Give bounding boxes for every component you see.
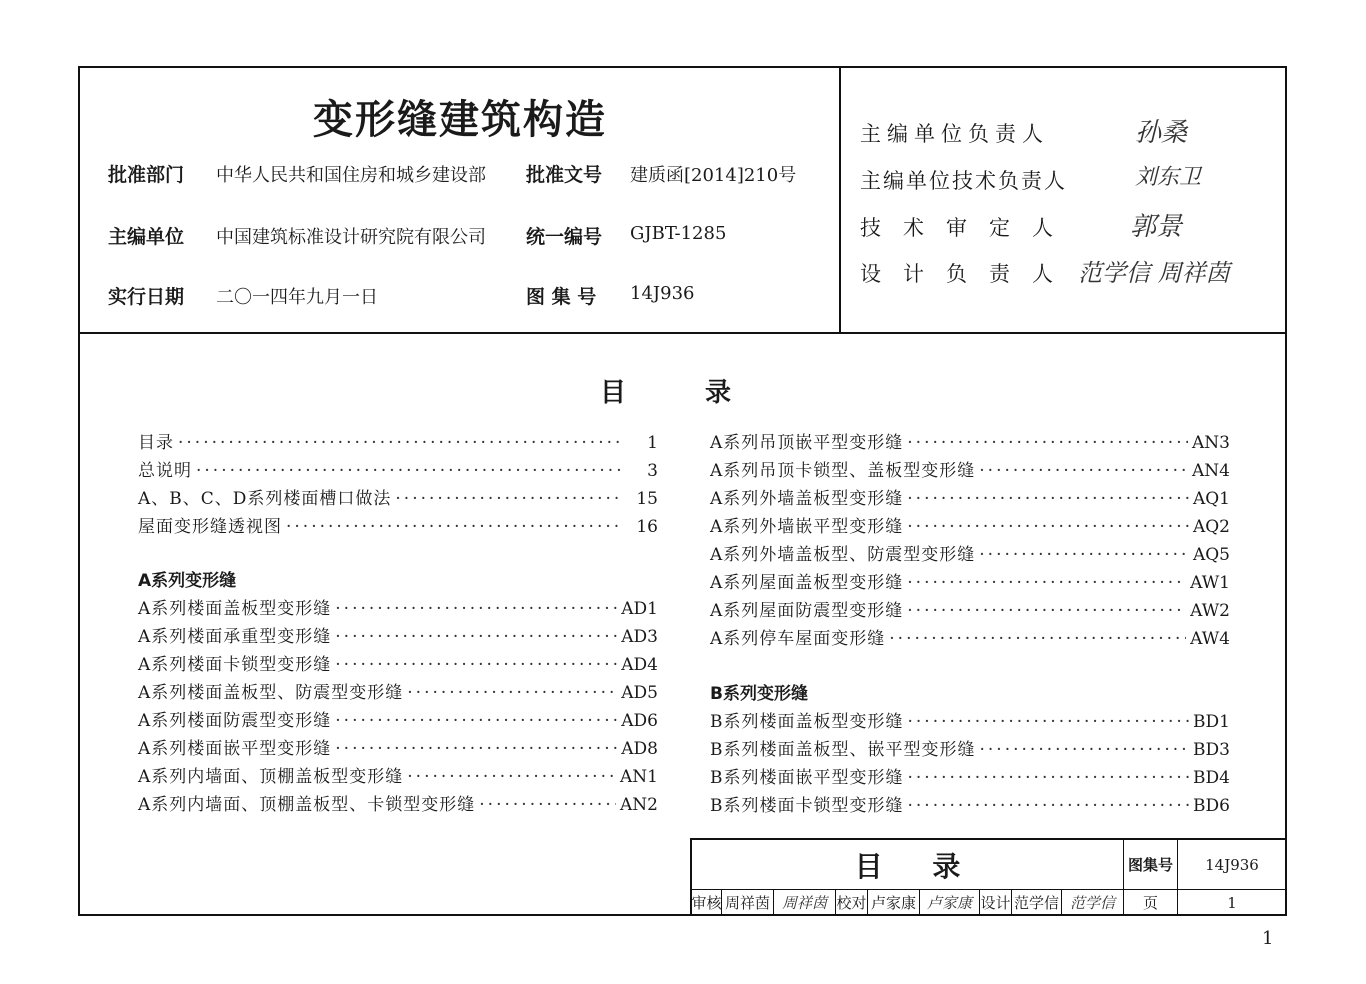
toc-entry-text: A系列楼面嵌平型变形缝 (138, 739, 332, 759)
toc-entry-text: A系列楼面卡锁型变形缝 (138, 655, 332, 675)
toc-entry-text: B系列楼面盖板型变形缝 (710, 712, 904, 732)
toc-leader (907, 599, 1186, 623)
toc-entry-text: A系列停车屋面变形缝 (710, 629, 886, 649)
toc-entry[interactable] (710, 459, 1230, 483)
toc-leader (335, 737, 617, 761)
toc-entry[interactable] (138, 681, 658, 705)
toc-title: 目 录 (600, 378, 732, 408)
toc-section-heading: A系列变形缝 (138, 571, 237, 591)
toc-entry-text: A系列外墙盖板型、防震型变形缝 (710, 545, 976, 565)
toc-entry-text: 目录 (138, 433, 174, 453)
title-block (690, 838, 1287, 916)
toc-entry[interactable] (138, 625, 658, 649)
toc-entry[interactable] (710, 487, 1230, 511)
toc-entry-page: AD3 (621, 627, 658, 647)
approval-dept-label: 批准部门 (108, 164, 185, 186)
check-label: 校对 (836, 890, 868, 916)
atlas-no-label: 图 集 号 (526, 286, 597, 308)
tech-head-signature: 刘东卫 (1135, 165, 1202, 190)
design-signature: 范学信 (1062, 890, 1124, 916)
page-label: 页 (1124, 890, 1178, 916)
chief-unit-value: 中国建筑标准设计研究院有限公司 (216, 227, 486, 248)
approval-dept-value: 中华人民共和国住房和城乡建设部 (216, 165, 486, 186)
toc-entry-page: AQ1 (1192, 489, 1230, 509)
toc-entry-text: 总说明 (138, 461, 192, 481)
tech-review-label: 技术审定人 (860, 216, 1075, 240)
atlas-no-value: 14J936 (630, 283, 695, 304)
review-signature: 周祥茵 (774, 890, 836, 916)
toc-entry[interactable] (138, 597, 658, 621)
toc-leader (907, 515, 1189, 539)
toc-leader (335, 709, 617, 733)
approval-doc-value: 建质函[2014]210号 (630, 165, 797, 186)
design-label: 设计 (980, 890, 1012, 916)
toc-entry-page: AW1 (1190, 573, 1230, 593)
design-head-signature: 范学信 周祥茵 (1078, 259, 1230, 287)
toc-entry[interactable] (138, 487, 658, 511)
toc-entry-text: B系列楼面嵌平型变形缝 (710, 768, 904, 788)
toc-entry-text: A系列楼面防震型变形缝 (138, 711, 332, 731)
toc-leader (335, 653, 617, 677)
toc-leader (979, 543, 1189, 567)
toc-entry-page: 3 (647, 461, 658, 481)
effective-date-label: 实行日期 (108, 286, 185, 308)
toc-entry-page: AN1 (620, 767, 658, 787)
toc-entry-page: BD1 (1193, 712, 1230, 732)
design-name: 范学信 (1012, 890, 1062, 916)
toc-entry-page: AD8 (621, 739, 658, 759)
toc-entry-page: 16 (636, 517, 658, 537)
toc-entry[interactable] (138, 653, 658, 677)
title-block-title: 目 录 (692, 840, 1124, 890)
check-name: 卢家康 (868, 890, 920, 916)
toc-entry-page: AN4 (1192, 461, 1230, 481)
toc-leader (407, 681, 617, 705)
toc-entry-text: A系列吊顶卡锁型、盖板型变形缝 (710, 461, 976, 481)
check-signature: 卢家康 (920, 890, 980, 916)
toc-entry-text: A、B、C、D系列楼面槽口做法 (138, 489, 392, 509)
chief-unit-head-label: 主编单位负责人 (860, 122, 1049, 146)
toc-leader (889, 627, 1186, 651)
toc-entry[interactable] (710, 599, 1230, 623)
toc-entry-page: AQ5 (1192, 545, 1230, 565)
toc-entry[interactable] (710, 515, 1230, 539)
page-number: 1 (1262, 928, 1274, 949)
atlas-no-label: 图集号 (1124, 840, 1178, 890)
toc-entry[interactable] (138, 515, 658, 539)
toc-entry-text: A系列外墙盖板型变形缝 (710, 489, 904, 509)
toc-entry-page: AN3 (1192, 433, 1230, 453)
toc-leader (907, 487, 1189, 511)
toc-leader (395, 487, 620, 511)
toc-leader (980, 738, 1190, 762)
toc-entry-page: AD4 (621, 655, 658, 675)
toc-entry[interactable] (710, 738, 1230, 762)
toc-entry-text: A系列屋面防震型变形缝 (710, 601, 904, 621)
toc-section-heading: B系列变形缝 (710, 684, 808, 704)
review-label: 审核 (692, 890, 722, 916)
effective-date-value: 二〇一四年九月一日 (216, 287, 378, 308)
toc-entry[interactable] (138, 459, 658, 483)
toc-entry-text: A系列屋面盖板型变形缝 (710, 573, 904, 593)
review-name: 周祥茵 (722, 890, 774, 916)
toc-entry[interactable] (138, 793, 658, 817)
unified-no-label: 统一编号 (526, 226, 603, 248)
approval-doc-label: 批准文号 (526, 164, 603, 186)
toc-leader (407, 765, 616, 789)
tech-head-label: 主编单位技术负责人 (860, 169, 1067, 193)
toc-entry-page: AQ2 (1192, 517, 1230, 537)
toc-entry[interactable] (138, 765, 658, 789)
toc-entry-text: A系列吊顶嵌平型变形缝 (710, 433, 904, 453)
toc-leader (335, 597, 617, 621)
toc-leader (908, 710, 1190, 734)
toc-leader (908, 794, 1190, 818)
page-value: 1 (1178, 890, 1287, 916)
toc-entry-text: A系列楼面承重型变形缝 (138, 627, 332, 647)
toc-entry-text: A系列楼面盖板型变形缝 (138, 599, 332, 619)
toc-leader (979, 459, 1188, 483)
design-head-label: 设计负责人 (860, 262, 1075, 286)
toc-entry-text: A系列内墙面、顶棚盖板型变形缝 (138, 767, 404, 787)
toc-entry-page: BD3 (1193, 740, 1230, 760)
toc-entry[interactable] (710, 627, 1230, 651)
toc-entry-page: AN2 (620, 795, 658, 815)
toc-entry-text: B系列楼面卡锁型变形缝 (710, 796, 904, 816)
toc-leader (907, 431, 1188, 455)
toc-entry-page: 15 (636, 489, 658, 509)
toc-entry-page: BD6 (1193, 796, 1230, 816)
toc-leader (907, 571, 1186, 595)
toc-entry[interactable] (710, 431, 1230, 455)
toc-entry-page: 1 (647, 433, 658, 453)
chief-unit-head-signature: 孙桑 (1135, 118, 1188, 148)
toc-entry[interactable] (710, 571, 1230, 595)
toc-leader (196, 459, 620, 483)
toc-entry[interactable] (138, 737, 658, 761)
toc-entry[interactable] (710, 543, 1230, 567)
toc-leader (479, 793, 616, 817)
toc-entry[interactable] (710, 710, 1230, 734)
atlas-no-value: 14J936 (1178, 840, 1287, 890)
toc-leader (908, 766, 1190, 790)
toc-entry-text: A系列外墙嵌平型变形缝 (710, 517, 904, 537)
toc-entry-text: 屋面变形缝透视图 (138, 517, 282, 537)
toc-entry-page: BD4 (1193, 768, 1230, 788)
toc-entry[interactable] (138, 431, 658, 455)
toc-entry-page: AD1 (621, 599, 658, 619)
document-title: 变形缝建筑构造 (313, 97, 607, 143)
tech-review-signature: 郭景 (1130, 212, 1183, 242)
toc-entry-text: A系列内墙面、顶棚盖板型、卡锁型变形缝 (138, 795, 476, 815)
chief-unit-label: 主编单位 (108, 226, 185, 248)
toc-leader (286, 515, 620, 539)
toc-entry-text: B系列楼面盖板型、嵌平型变形缝 (710, 740, 976, 760)
toc-entry[interactable] (138, 709, 658, 733)
toc-entry[interactable] (710, 766, 1230, 790)
toc-entry-page: AW2 (1190, 601, 1230, 621)
toc-entry-page: AD5 (621, 683, 658, 703)
toc-entry-page: AW4 (1190, 629, 1230, 649)
toc-entry[interactable] (710, 794, 1230, 818)
toc-entry-page: AD6 (621, 711, 658, 731)
toc-entry-text: A系列楼面盖板型、防震型变形缝 (138, 683, 404, 703)
toc-leader (335, 625, 617, 649)
unified-no-value: GJBT-1285 (630, 223, 727, 244)
toc-leader (178, 431, 620, 455)
header-divider (78, 332, 1287, 334)
